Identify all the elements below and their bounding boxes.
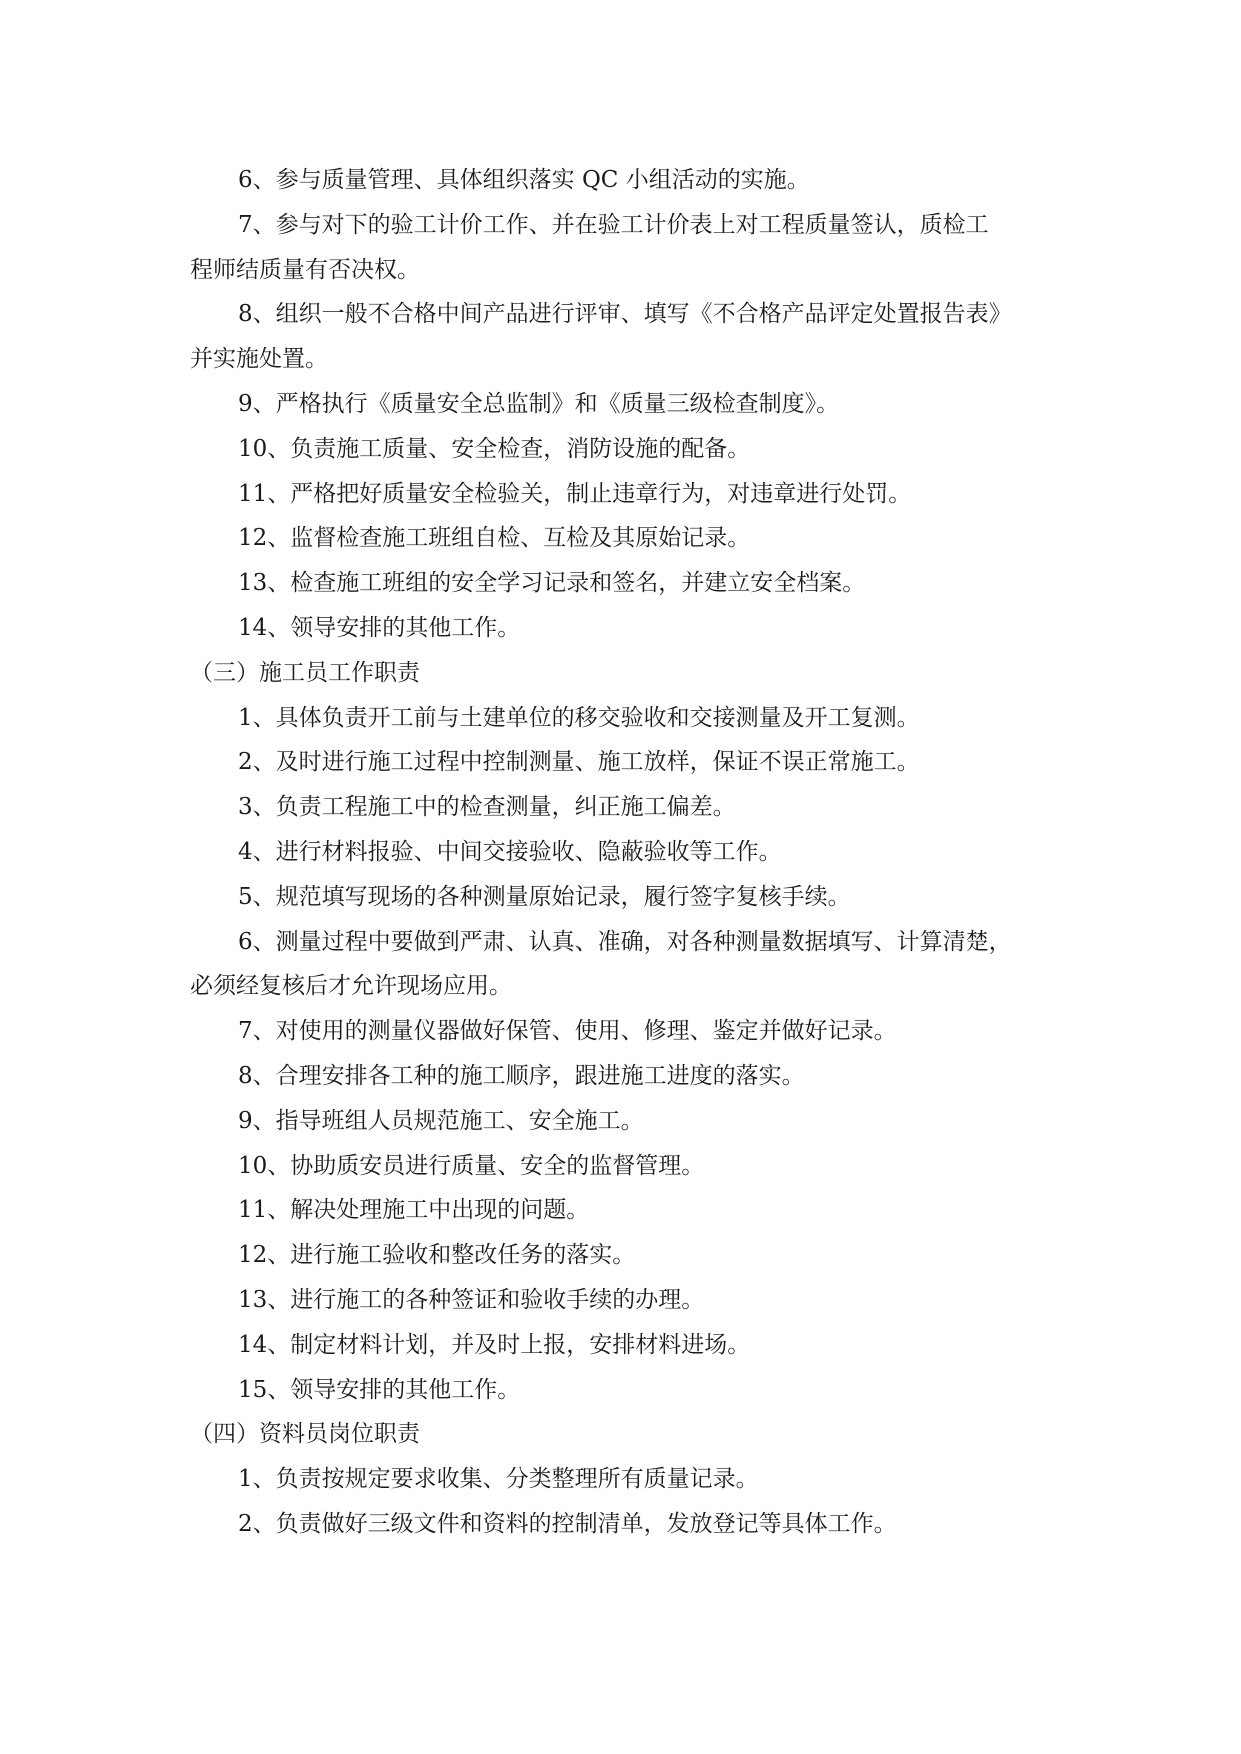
section-heading: （四）资料员岗位职责 bbox=[190, 1421, 420, 1448]
duty-item: 3、负责工程施工中的检查测量，纠正施工偏差。 bbox=[238, 794, 736, 821]
duty-item-continuation: 程师结质量有否决权。 bbox=[190, 256, 420, 283]
duty-item: 2、及时进行施工过程中控制测量、施工放样，保证不误正常施工。 bbox=[238, 749, 920, 776]
duty-item: 4、进行材料报验、中间交接验收、隐蔽验收等工作。 bbox=[238, 838, 782, 865]
duty-item: 1、具体负责开工前与土建单位的移交验收和交接测量及开工复测。 bbox=[238, 704, 920, 731]
duty-item: 14、制定材料计划，并及时上报，安排材料进场。 bbox=[238, 1331, 751, 1358]
document-body bbox=[190, 158, 1060, 1547]
duty-item: 13、进行施工的各种签证和验收手续的办理。 bbox=[238, 1286, 705, 1313]
duty-item-continuation: 并实施处置。 bbox=[190, 346, 328, 373]
duty-item: 6、参与质量管理、具体组织落实 QC 小组活动的实施。 bbox=[238, 167, 810, 193]
duty-item: 12、监督检查施工班组自检、互检及其原始记录。 bbox=[238, 525, 751, 552]
duty-item: 13、检查施工班组的安全学习记录和签名，并建立安全档案。 bbox=[238, 570, 866, 597]
section-documentation-clerk-duties bbox=[190, 1412, 1060, 1546]
duty-item: 12、进行施工验收和整改任务的落实。 bbox=[238, 1242, 636, 1269]
duty-item: 8、合理安排各工种的施工顺序，跟进施工进度的落实。 bbox=[238, 1062, 805, 1089]
duty-item: 6、测量过程中要做到严肃、认真、准确，对各种测量数据填写、计算清楚， bbox=[238, 928, 1012, 955]
duty-item: 9、指导班组人员规范施工、安全施工。 bbox=[238, 1107, 644, 1134]
duty-item: 1、负责按规定要求收集、分类整理所有质量记录。 bbox=[238, 1466, 759, 1493]
duty-item: 5、规范填写现场的各种测量原始记录，履行签字复核手续。 bbox=[238, 883, 851, 910]
section-quality-inspector-duties bbox=[190, 158, 1060, 651]
section-constructor-duties bbox=[190, 651, 1060, 1413]
duty-item: 15、领导安排的其他工作。 bbox=[238, 1376, 521, 1403]
duty-item-continuation: 必须经复核后才允许现场应用。 bbox=[190, 973, 512, 1000]
duty-item: 7、参与对下的验工计价工作、并在验工计价表上对工程质量签认，质检工 bbox=[238, 211, 989, 238]
duty-item: 11、严格把好质量安全检验关，制止违章行为，对违章进行处罚。 bbox=[238, 480, 912, 507]
section-heading: （三）施工员工作职责 bbox=[190, 659, 420, 686]
duty-item: 8、组织一般不合格中间产品进行评审、填写《不合格产品评定处置报告表》 bbox=[238, 301, 1012, 328]
duty-item: 14、领导安排的其他工作。 bbox=[238, 614, 521, 641]
duty-item: 11、解决处理施工中出现的问题。 bbox=[238, 1197, 590, 1224]
duty-item: 9、严格执行《质量安全总监制》和《质量三级检查制度》。 bbox=[238, 390, 840, 417]
duty-item: 2、负责做好三级文件和资料的控制清单，发放登记等具体工作。 bbox=[238, 1510, 897, 1537]
duty-item: 10、协助质安员进行质量、安全的监督管理。 bbox=[238, 1152, 705, 1179]
duty-item: 10、负责施工质量、安全检查，消防设施的配备。 bbox=[238, 435, 751, 462]
duty-item: 7、对使用的测量仪器做好保管、使用、修理、鉴定并做好记录。 bbox=[238, 1018, 897, 1045]
